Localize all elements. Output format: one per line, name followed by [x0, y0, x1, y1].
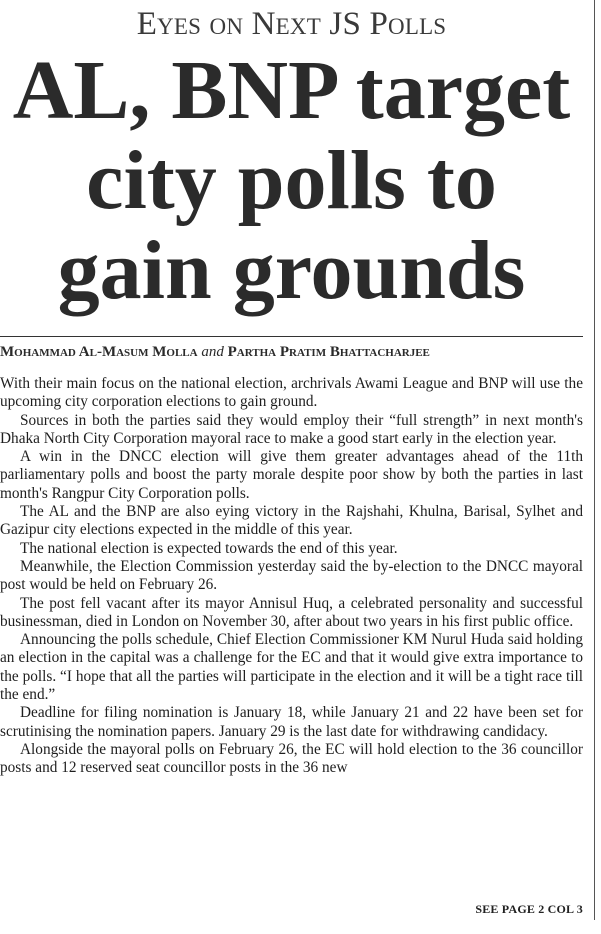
paragraph-5: The national election is expected towards the end of this year. — [20, 539, 398, 557]
headline — [0, 46, 583, 316]
headline-line-3: gain grounds — [57, 224, 526, 317]
paragraph-7: The post fell vacant after its mayor Annisul Huq, a celebrated personality and successful businessman, died in London on November 30, after about two years in his first public office. — [0, 594, 583, 630]
paragraph-2: Sources in both the parties said they would employ their “full strength” in next month's Dhaka North City Corporation mayoral race to make a good start early in the election year. — [0, 411, 583, 447]
paragraph-3: A win in the DNCC election will give them greater advantages ahead of the 11th parliamentary polls and boost the party morale despite poor show by both the parties in last month's Rangpur City Corporation polls. — [0, 448, 583, 502]
paragraph-6: Meanwhile, the Election Commission yesterday said the by-election to the DNCC mayoral post would be held on February 26. — [0, 557, 583, 594]
article-body — [0, 375, 583, 778]
paragraph-8: Announcing the polls schedule, Chief Election Commissioner KM Nurul Huda said holding an election in the capital was a challenge for the EC and that it would give extra importance to the polls. “I hope that all the parties will participate in the election and it will be a tight race till the end.” — [0, 631, 583, 704]
paragraph-10: Alongside the mayoral polls on February 26, the EC will hold election to the 36 councillor posts and 12 reserved seat councillor posts in the 36 new — [0, 740, 583, 777]
column-divider — [594, 0, 595, 920]
headline-line-2: city polls to — [86, 134, 497, 227]
byline-divider — [0, 336, 583, 337]
author-2: Partha Pratim Bhattacharjee — [227, 344, 430, 360]
kicker: Eyes on Next JS Polls — [136, 6, 447, 42]
paragraph-1: With their main focus on the national election, archrivals Awami League and BNP will use the upcoming city corporation elections to gain ground. — [0, 375, 583, 411]
byline — [0, 343, 583, 361]
paragraph-4: The AL and the BNP are also eying victory in the Rajshahi, Khulna, Barisal, Sylhet and Gazipur city elections expected in the middle of this year. — [0, 503, 583, 539]
headline-line-1: AL, BNP target — [12, 44, 571, 137]
author-1: Mohammad Al-Masum Molla — [0, 344, 198, 360]
continued-on-page-note: SEE PAGE 2 COL 3 — [475, 902, 583, 916]
paragraph-9: Deadline for filing nomination is January 18, while January 21 and 22 have been set for scrutinising the nomination papers. January 29 is the last date for withdrawing candidacy. — [0, 704, 583, 740]
byline-conjunction: and — [201, 344, 224, 360]
